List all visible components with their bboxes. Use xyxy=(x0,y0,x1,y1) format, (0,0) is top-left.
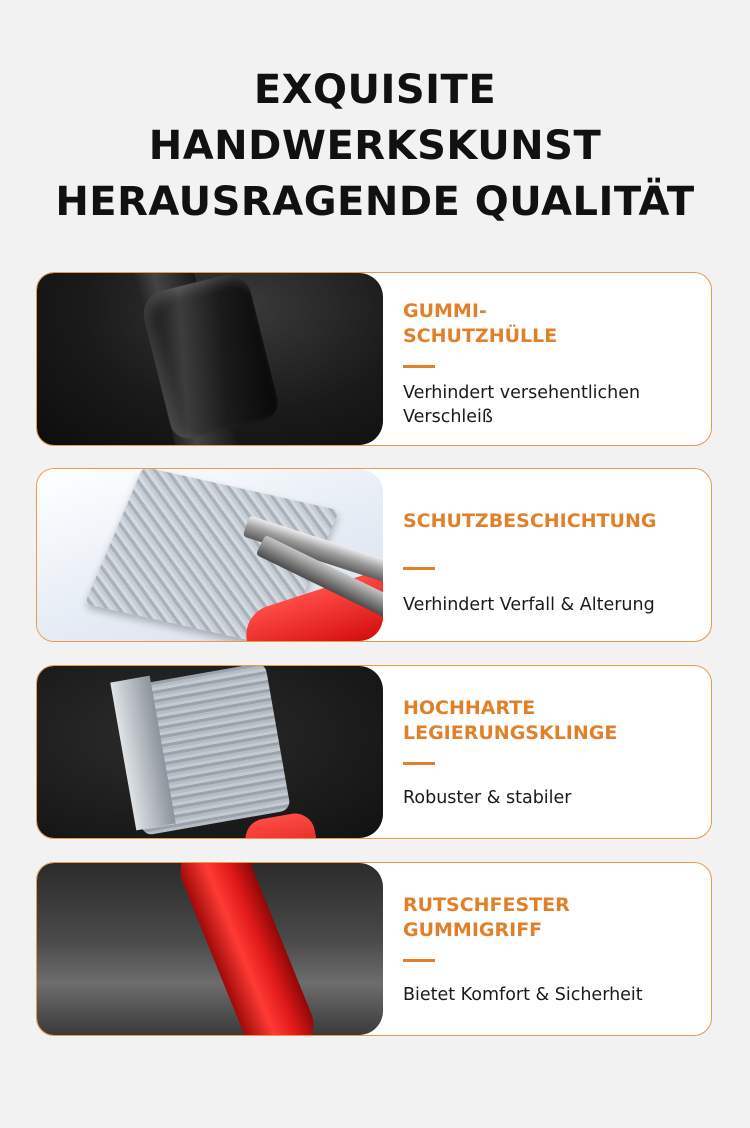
page-title-line-3: HERAUSRAGENDE QUALITÄT xyxy=(55,179,695,225)
feature-text xyxy=(403,273,703,445)
feature-card-alloy-blade xyxy=(36,665,712,839)
feature-description: Robuster & stabiler xyxy=(403,788,572,808)
rubber-sleeve-image xyxy=(37,273,383,445)
feature-divider xyxy=(403,762,435,765)
feature-divider xyxy=(403,365,435,368)
feature-text xyxy=(403,863,703,1035)
page-title-line-1: EXQUISITE xyxy=(253,67,497,113)
feature-card-rubber-sleeve xyxy=(36,272,712,446)
coating-image xyxy=(37,469,383,641)
feature-description: Bietet Komfort & Sicherheit xyxy=(403,985,643,1005)
feature-divider xyxy=(403,959,435,962)
feature-text xyxy=(403,666,703,838)
page-title-line-2: HANDWERKSKUNST xyxy=(148,123,602,169)
feature-title: GUMMI- SCHUTZHÜLLE xyxy=(403,300,558,347)
feature-divider xyxy=(403,567,435,570)
alloy-blade-image xyxy=(37,666,383,838)
feature-title: HOCHHARTE LEGIERUNGSKLINGE xyxy=(403,697,618,744)
feature-description: Verhindert Verfall & Alterung xyxy=(403,595,655,615)
feature-title: SCHUTZBESCHICHTUNG xyxy=(403,510,657,532)
feature-title: RUTSCHFESTER GUMMIGRIFF xyxy=(403,894,570,941)
feature-description: Verhindert versehentlichen Verschleiß xyxy=(403,383,641,427)
page-title xyxy=(0,62,750,230)
feature-card-rubber-grip xyxy=(36,862,712,1036)
feature-text xyxy=(403,469,703,641)
rubber-grip-image xyxy=(37,863,383,1035)
feature-card-coating xyxy=(36,468,712,642)
